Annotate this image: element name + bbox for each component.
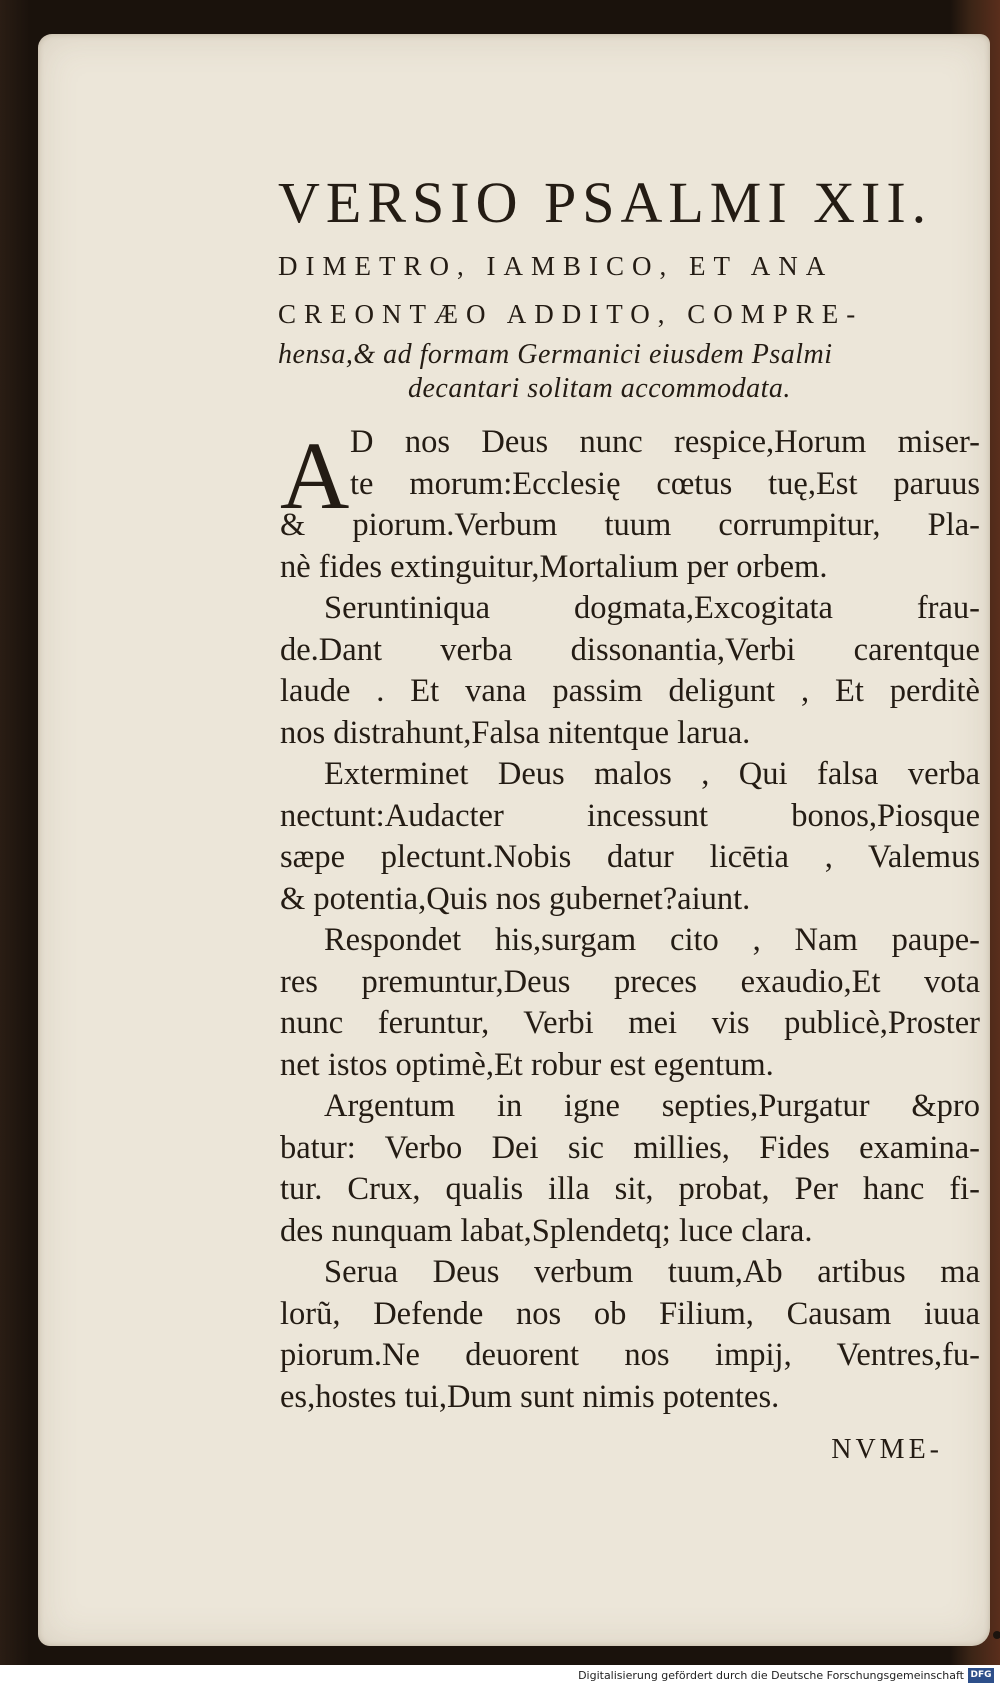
text-line: te morum:Ecclesię cœtus tuę,Est paruus — [350, 465, 980, 502]
page-title: VERSIO PSALMI XII. — [278, 170, 933, 235]
text-line: batur: Verbo Dei sic millies, Fides examina- — [280, 1129, 980, 1166]
text-line: sæpe plectunt.Nobis datur licētia , Valemus — [280, 839, 980, 875]
text-line: D nos Deus nunc respice,Horum miser- — [350, 424, 980, 460]
dfg-logo-icon: DFG — [968, 1668, 994, 1683]
text-line: nè fides extinguitur,Mortalium per orbem. — [280, 548, 828, 585]
text-line: nectunt:Audacter incessunt bonos,Piosque — [280, 797, 980, 834]
text-line: res premuntur,Deus preces exaudio,Et vota — [280, 963, 980, 1000]
subtitle-line: CREONTÆO ADDITO, COMPRE- — [278, 299, 864, 329]
stanza — [280, 1086, 980, 1252]
ink-spot — [993, 1631, 1000, 1639]
book-page — [38, 34, 990, 1646]
text-line: nos distrahunt,Falsa nitentque larua. — [280, 714, 751, 751]
stanza — [280, 422, 980, 588]
stanza — [280, 920, 980, 1086]
catchword: NVME- — [831, 1434, 943, 1465]
text-line: Seruntiniqua dogmata,Excogitata frau- — [324, 590, 980, 626]
text-line: Serua Deus verbum tuum,Ab artibus ma — [324, 1254, 980, 1290]
text-line: & potentia,Quis nos gubernet?aiunt. — [280, 880, 751, 917]
text-line: Argentum in igne septies,Purgatur &pro — [324, 1088, 980, 1124]
text-line: net istos optimè,Et robur est egentum. — [280, 1046, 774, 1083]
digitization-footer — [0, 1665, 1000, 1688]
text-line: nunc feruntur, Verbi mei vis publicè,Proster — [280, 1005, 980, 1041]
text-line: tur. Crux, qualis illa sit, probat, Per hanc fi- — [280, 1171, 980, 1207]
subtitle-line: DIMETRO, IAMBICO, ET ANA — [278, 251, 834, 281]
drop-cap: A — [280, 422, 350, 529]
text-line: des nunquam labat,Splendetq; luce clara. — [280, 1212, 813, 1249]
text-line: de.Dant verba dissonantia,Verbi carentque — [280, 631, 980, 668]
subtitle-italic-line: hensa,& ad formam Germanici eiusdem Psalmi — [278, 339, 833, 370]
footer-credit: Digitalisierung gefördert durch die Deutsche Forschungsgemeinschaft — [578, 1669, 964, 1682]
text-line: lorũ, Defende nos ob Filium, Causam iuua — [280, 1295, 980, 1332]
text-line: es,hostes tui,Dum sunt nimis potentes. — [280, 1378, 780, 1415]
subtitle-italic-line: decantari solitam accommodata. — [408, 373, 791, 404]
stanza — [280, 1252, 980, 1418]
text-line: Exterminet Deus malos , Qui falsa verba — [324, 756, 980, 792]
subtitle — [278, 242, 978, 406]
text-line: Respondet his,surgam cito , Nam paupe- — [324, 922, 980, 958]
stanza — [280, 754, 980, 920]
psalm-text — [280, 422, 980, 1418]
text-line: laude . Et vana passim deligunt , Et perditè — [280, 673, 980, 709]
text-line: piorum.Ne deuorent nos impij, Ventres,fu- — [280, 1337, 980, 1373]
text-line: & piorum.Verbum tuum corrumpitur, Pla- — [280, 507, 980, 543]
stanza — [280, 588, 980, 754]
